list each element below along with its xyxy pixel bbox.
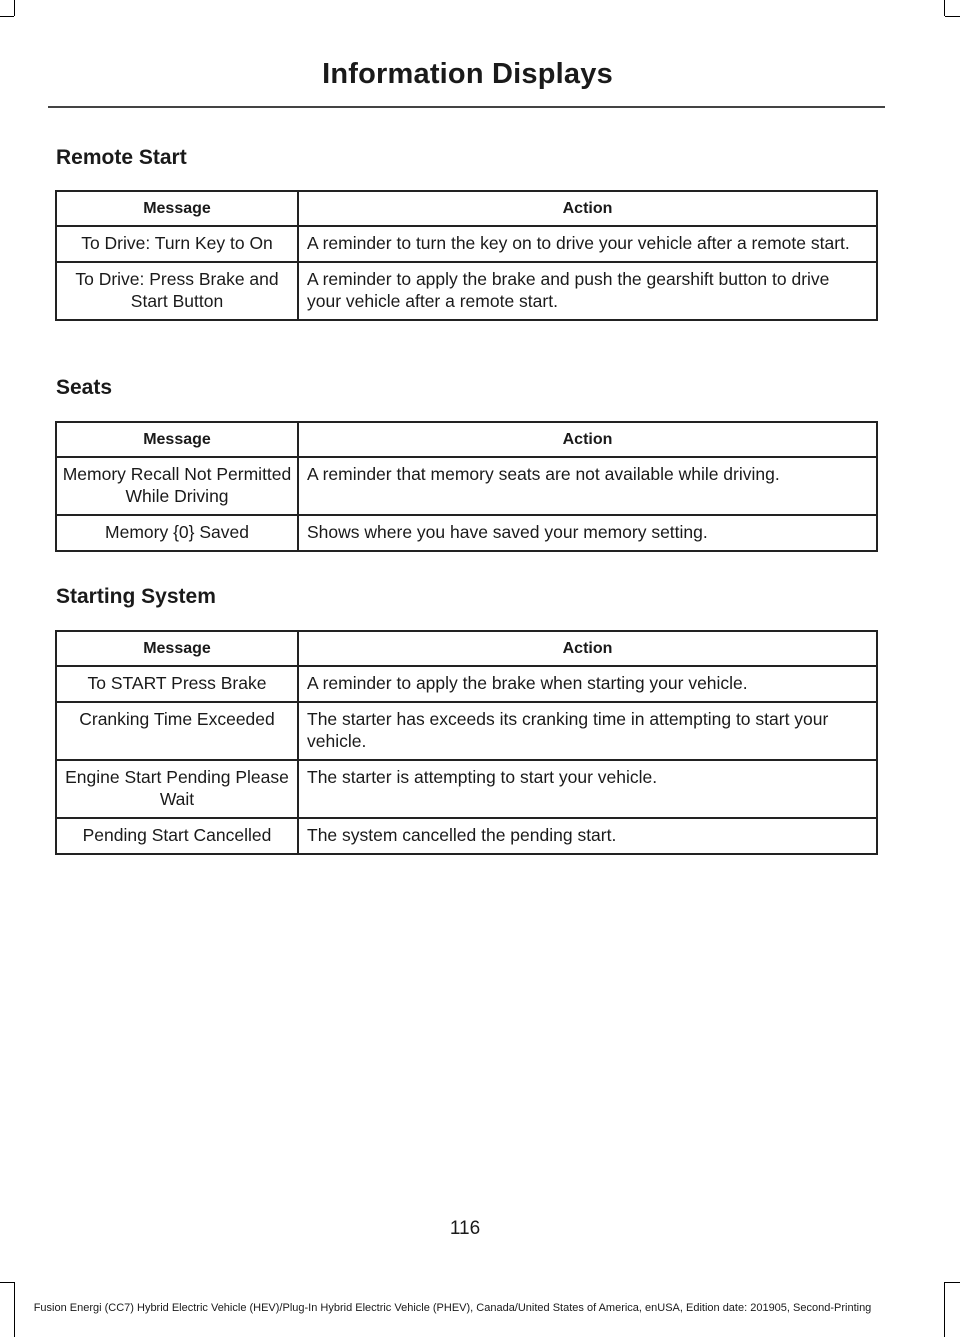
seats-table (55, 421, 878, 552)
section-heading-seats: Seats (56, 376, 113, 399)
column-header-action: Action (298, 422, 877, 457)
crop-mark (944, 0, 945, 16)
section-heading-remote-start: Remote Start (56, 146, 187, 169)
table-row (56, 760, 877, 818)
column-header-action: Action (298, 631, 877, 666)
title-divider (48, 106, 885, 108)
action-cell: The system cancelled the pending start. (298, 818, 877, 854)
action-cell: A reminder to turn the key on to drive your vehicle after a remote start. (298, 226, 877, 262)
column-header-action: Action (298, 191, 877, 226)
action-cell: A reminder to apply the brake and push the gearshift button to drive your vehicle after a remote start. (298, 262, 877, 320)
table-row (56, 818, 877, 854)
action-cell: A reminder to apply the brake when starting your vehicle. (298, 666, 877, 702)
table-header-row (56, 631, 877, 666)
action-cell: The starter is attempting to start your vehicle. (298, 760, 877, 818)
message-cell: To Drive: Press Brake and Start Button (56, 262, 298, 320)
action-cell: Shows where you have saved your memory setting. (298, 515, 877, 551)
table-row (56, 666, 877, 702)
column-header-message: Message (56, 422, 298, 457)
action-cell: A reminder that memory seats are not available while driving. (298, 457, 877, 515)
message-cell: Memory {0} Saved (56, 515, 298, 551)
message-cell: Memory Recall Not Permitted While Driving (56, 457, 298, 515)
message-cell: To START Press Brake (56, 666, 298, 702)
page-title: Information Displays (322, 58, 613, 90)
crop-mark (14, 0, 15, 16)
table-row (56, 457, 877, 515)
crop-mark (0, 1282, 14, 1283)
table-row (56, 515, 877, 551)
column-header-message: Message (56, 191, 298, 226)
crop-mark (945, 1282, 960, 1283)
crop-mark (0, 16, 14, 17)
remote-start-table (55, 190, 878, 321)
crop-mark (945, 16, 960, 17)
message-cell: To Drive: Turn Key to On (56, 226, 298, 262)
message-cell: Pending Start Cancelled (56, 818, 298, 854)
crop-mark (944, 1282, 945, 1337)
table-row (56, 702, 877, 760)
table-row (56, 226, 877, 262)
column-header-message: Message (56, 631, 298, 666)
message-cell: Engine Start Pending Please Wait (56, 760, 298, 818)
table-header-row (56, 422, 877, 457)
starting-system-table (55, 630, 878, 855)
table-header-row (56, 191, 877, 226)
page-number: 116 (449, 1218, 481, 1239)
section-heading-starting-system: Starting System (56, 585, 216, 608)
action-cell: The starter has exceeds its cranking time in attempting to start your vehicle. (298, 702, 877, 760)
message-cell: Cranking Time Exceeded (56, 702, 298, 760)
table-row (56, 262, 877, 320)
footer-edition-info: Fusion Energi (CC7) Hybrid Electric Vehicle (HEV)/Plug-In Hybrid Electric Vehicle (PHEV), Canada/United States of America, enUSA, Edition date: 201905, Second-Printing (33, 1302, 872, 1314)
